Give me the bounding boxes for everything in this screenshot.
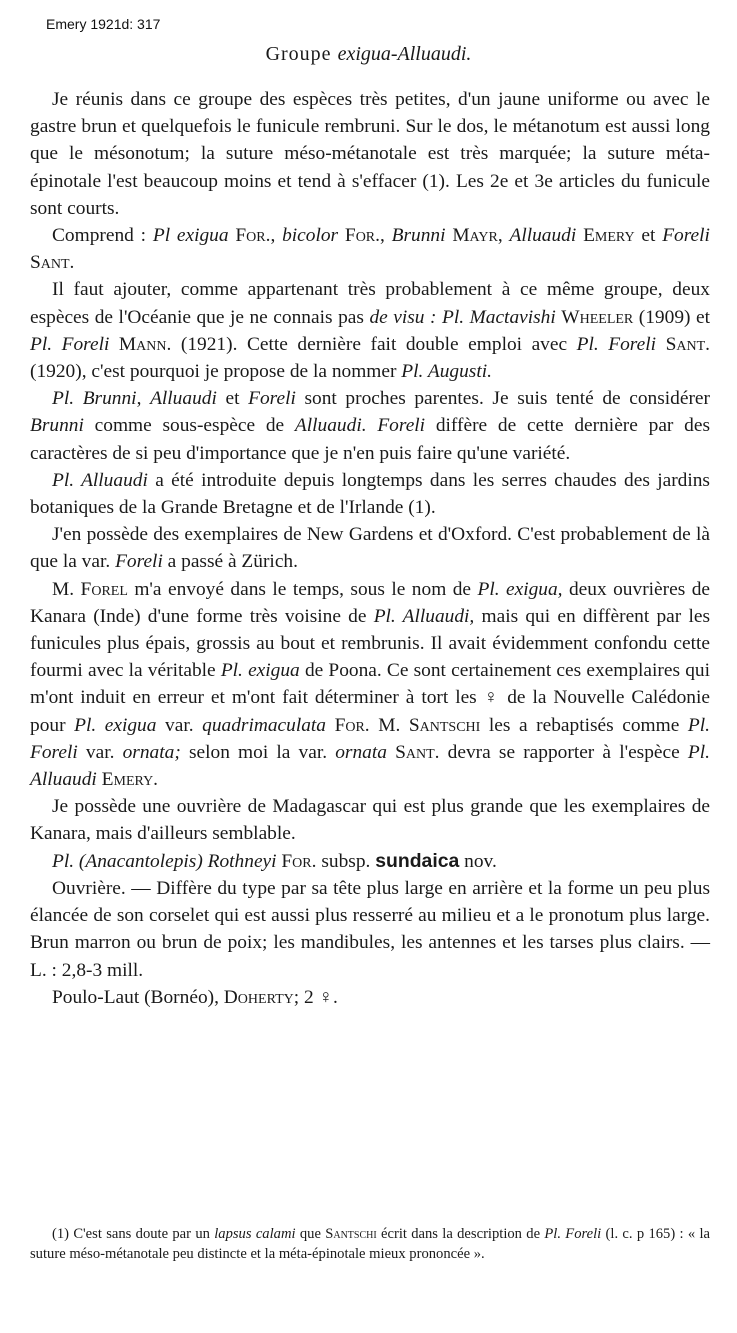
new-subspecies: sundaica	[375, 849, 460, 872]
taxon: ornata;	[122, 741, 181, 763]
text: ,	[497, 225, 510, 247]
text: J'en possède des exemplaires de New Gardens et d'Oxford. C'est probablement de là que la var.	[30, 524, 710, 573]
text: comme sous-espèce de	[83, 415, 295, 437]
taxon: Pl. exigua	[74, 714, 157, 736]
author: Sant.	[665, 333, 710, 355]
text: subsp.	[316, 850, 376, 872]
text: de Poona. Ce sont certainement ces exemplaires qui m'ont induit en erreur et m'ont fait déterminer à tort les ♀ de la Nouvelle Calédonie pour	[30, 660, 710, 736]
text: a été introduite depuis longtemps dans les serres chaudes des jardins botaniques de la Grande Bretagne et de l'Irlande (1).	[30, 469, 710, 519]
taxon: Foreli	[115, 551, 163, 573]
text: que	[295, 1226, 326, 1242]
text: deux ouvrières de Kanara (Inde) d'une forme très voisine de	[30, 578, 711, 627]
taxon: ornata	[335, 741, 387, 763]
text: Poulo-Laut (Bornéo),	[52, 986, 224, 1008]
taxon: Pl. Alluaudi,	[373, 605, 475, 627]
author: For.	[235, 225, 271, 247]
citation: Emery 1921d: 317	[46, 16, 161, 32]
heading-italic: exigua-Alluaudi.	[337, 43, 472, 65]
taxon: Pl. (Anacantolepis) Rothneyi	[52, 850, 277, 872]
taxon: Pl. Mactavishi	[442, 306, 556, 328]
text: var.	[156, 714, 203, 736]
text: nov.	[459, 850, 497, 872]
section-heading	[0, 43, 737, 66]
heading-prefix: Groupe	[265, 43, 332, 65]
taxon: Alluaudi	[150, 388, 217, 410]
author: Sant.	[30, 252, 75, 274]
text: et	[216, 388, 249, 410]
text: m'a envoyé dans le temps, sous le nom de	[127, 578, 478, 600]
paragraph-10: Ouvrière. — Diffère du type par sa tête plus large en arrière et la forme un peu plus élancée de son corselet qui est aussi plus resserré au milieu et a le pronotum plus large. Brun marron ou brun de poix; les mandibules, les antennes et les tarses plus clairs. — L. : 2,8-3 mill.	[30, 877, 710, 981]
taxon: Pl exigua	[152, 225, 229, 247]
taxon: Pl. Foreli	[544, 1226, 602, 1242]
paragraph-5	[30, 467, 710, 521]
text: sont proches parentes. Je suis tenté de considérer	[295, 388, 710, 410]
paragraph-2	[30, 222, 710, 276]
text: ,	[136, 388, 151, 410]
text: mais qui en diffèrent par les funicules plus épais, grossis au bout et rembrunis. Il avait évidemment confondu cette fourmi avec la véritable	[30, 605, 710, 682]
body-text	[30, 86, 710, 1011]
text: (1) C'est sans doute par un	[52, 1226, 215, 1242]
text: diffère de cette dernière par des caractères de si peu d'importance que je n'en puis faire qu'une variété.	[30, 415, 711, 464]
text: (1921). Cette dernière fait double emploi avec	[171, 333, 577, 355]
text: var.	[77, 741, 123, 763]
taxon: Alluaudi	[509, 225, 577, 247]
paragraph-3	[30, 276, 710, 385]
author: For. M.	[326, 714, 409, 736]
text: selon moi la var.	[180, 741, 336, 763]
taxon: bicolor	[282, 225, 339, 247]
paragraph-1: Je réunis dans ce groupe des espèces très petites, d'un jaune uniforme ou avec le gastre brun et quelquefois le funicule rembruni. Sur le dos, le métanotum est aussi long que le mésonotum; la suture méso-métanotale est très marquée; la suture méta-épinotale l'est beaucoup moins et tend à s'effacer (1). Les 2e et 3e articles du funicule sont courts.	[30, 89, 710, 219]
latin-phrase: lapsus calami	[214, 1226, 296, 1242]
paragraph-11	[30, 984, 710, 1011]
taxon: quadrimaculata	[202, 714, 327, 736]
taxon: Brunni	[30, 415, 84, 437]
footnote-text	[30, 1224, 710, 1264]
text: ,	[270, 225, 283, 247]
author: Forel	[80, 578, 128, 600]
author: Emery.	[101, 769, 159, 791]
author: Sant.	[386, 741, 440, 763]
text: écrit dans la description de	[376, 1226, 545, 1242]
author: Santschi	[325, 1226, 377, 1242]
text: (1909) et	[633, 306, 710, 328]
text: (1920), c'est pourquoi je propose de la nommer	[30, 361, 402, 383]
text: ; 2 ♀.	[293, 986, 338, 1008]
taxon: Pl. Alluaudi	[52, 469, 148, 491]
text: a passé à Zürich.	[162, 551, 298, 573]
taxon: Pl. Brunni	[52, 388, 137, 410]
author: Mann.	[118, 333, 172, 355]
text: Il faut ajouter, comme appartenant très probablement à ce même groupe, deux espèces de l'Océanie que je ne connais pas	[30, 279, 710, 328]
author: For.	[276, 850, 317, 872]
taxon: Pl. Augusti.	[401, 361, 492, 383]
author: Santschi	[408, 714, 481, 736]
author: Emery	[583, 225, 635, 247]
text: devra se rapporter à l'espèce	[439, 741, 688, 763]
taxon: Pl. exigua,	[477, 578, 563, 600]
text: Comprend :	[52, 225, 153, 247]
taxon: Pl. Foreli	[576, 333, 657, 355]
paragraph-9	[30, 848, 710, 875]
taxon: Alluaudi. Foreli	[294, 415, 426, 437]
author: Doherty	[223, 986, 294, 1008]
text: les a rebaptisés comme	[480, 714, 688, 736]
latin-phrase: de visu :	[369, 306, 437, 328]
taxon: Pl. Alluaudi	[30, 741, 710, 791]
taxon: Foreli	[662, 225, 710, 247]
text: (l. c. p 165) : « la suture méso-métanotale peu distincte et la méta-épinotale mieux prononcée ».	[30, 1226, 711, 1262]
author: Mayr	[452, 225, 498, 247]
text: M.	[52, 578, 81, 600]
author: For.	[344, 225, 380, 247]
text: ,	[380, 225, 392, 247]
paragraph-8: Je possède une ouvrière de Madagascar qui est plus grande que les exemplaires de Kanara, mais d'ailleurs semblable.	[30, 796, 710, 845]
footnote	[30, 1224, 710, 1264]
taxon: Pl. exigua	[220, 660, 300, 682]
author: Wheeler	[561, 306, 634, 328]
taxon: Pl. Foreli	[30, 714, 710, 763]
taxon: Brunni	[391, 225, 446, 247]
paragraph-6	[30, 521, 710, 575]
paragraph-4	[30, 385, 710, 467]
text: et	[634, 225, 663, 247]
taxon: Pl. Foreli	[30, 333, 110, 355]
paragraph-7	[30, 576, 710, 794]
taxon: Foreli	[248, 388, 296, 410]
